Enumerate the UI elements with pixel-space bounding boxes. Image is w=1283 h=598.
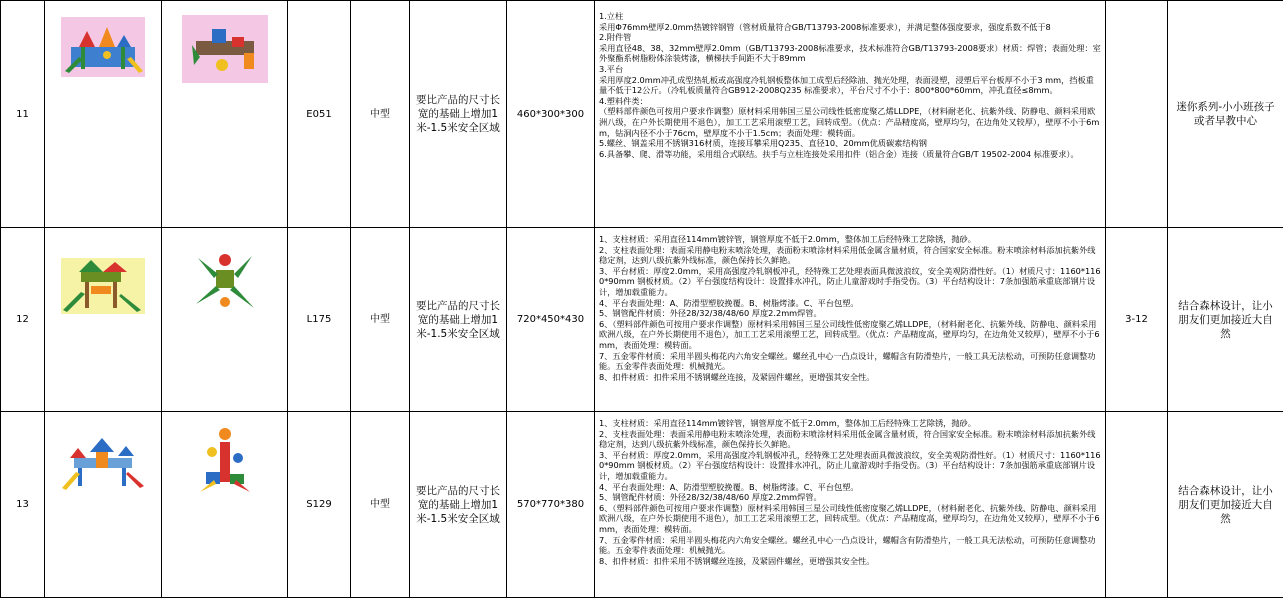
product-code[interactable]: L175 (288, 228, 351, 412)
material-spec-line: 1、支柱材质：采用直径114mm镀锌管，钢管厚度不低于2.0mm，整体加工后经特殊工艺除锈，抛砂。 (599, 418, 1101, 429)
product-photo-s129-assembled (60, 434, 146, 490)
material-spec-line: 采用Φ76mm壁厚2.0mm热镀锌钢管（管材质量符合GB/T13793-2008标准要求），并满足整体强度要求，强度系数不低于8 (599, 22, 1101, 33)
age-range[interactable]: 3-12 (1106, 228, 1168, 412)
size-class[interactable]: 中型 (351, 1, 410, 228)
product-photo-cell[interactable] (45, 412, 162, 598)
material-spec-line: （塑料部件颜色可按用户要求作调整）原材料采用韩国三星公司线性低密度聚乙烯LLDPE，（材料耐老化、抗紫外线、防静电、颜料采用欧洲八级，在户外长期使用不退色），加工工艺采用滚塑工艺，回转成型。（优点：产品精度高，壁厚均匀，在边角处又较厚），壁厚不小于6mm，钻洞内径不小于76cm，壁厚度不小于1.5cm；表面处理：模转面。 (599, 106, 1101, 138)
row-number[interactable]: 11 (1, 1, 45, 228)
material-spec-line: 7、五金零件材质：采用半圆头梅花内六角安全螺丝。螺丝孔中心一凸点设计，螺帽含有防滑垫片，一般工具无法松动，可预防任意调整功能。五金零件表面处理：机械抛光。 (599, 535, 1101, 556)
material-spec-line: 5、钢管配件材质：外径28/32/38/48/60 厚度2.2mm焊管。 (599, 308, 1101, 319)
material-spec-line: 3、平台材质：厚度2.0mm，采用高强度冷轧钢板冲孔，经特殊工艺处理表面具微波浪纹，安全美观防滑性好。（1）材质尺寸：1160*1160*90mm 钢板材质。（2）平台强度结构设计：设置排水冲孔，防止儿童游戏时手指受伤。（3）平台结构设计：7条加强筋承重底部钢片设计，增加载重能力。 (599, 450, 1101, 482)
age-range[interactable] (1106, 412, 1168, 598)
product-photo-cell[interactable] (45, 228, 162, 412)
material-spec-line: 2、支柱表面处理：表面采用静电粉末喷涂处理，表面粉末喷涂材料采用低金属含量材质，符合国家安全标准。粉末喷涂材料添加抗紫外线稳定剂，达到八级抗紫外线标准，颜色保持长久鲜艳。 (599, 429, 1101, 450)
material-spec-line: 7、五金零件材质：采用半圆头梅花内六角安全螺丝。螺丝孔中心一凸点设计，螺帽含有防滑垫片，一般工具无法松动，可预防任意调整功能。五金零件表面处理：机械抛光。 (599, 351, 1101, 372)
product-photo-cell[interactable] (162, 412, 288, 598)
material-spec[interactable] (595, 412, 1106, 598)
product-dimensions[interactable]: 720*450*430 (507, 228, 595, 412)
material-spec[interactable] (595, 1, 1106, 228)
product-dimensions[interactable]: 570*770*380 (507, 412, 595, 598)
product-dimensions[interactable]: 460*300*300 (507, 1, 595, 228)
product-photo-cell[interactable] (45, 1, 162, 228)
product-photo-s129-topview (190, 422, 260, 498)
product-photo-e051-assembled (61, 17, 145, 77)
size-class[interactable]: 中型 (351, 412, 410, 598)
material-spec-line: 4、平台表面处理：A、防滑型塑胶挽覆。B、树脂烤漆。C、平台包塑。 (599, 482, 1101, 493)
row-number[interactable]: 13 (1, 412, 45, 598)
design-note[interactable]: 结合森林设计，让小朋友们更加接近大自然 (1168, 412, 1283, 598)
material-spec[interactable] (595, 228, 1106, 412)
material-spec-line: 5、钢管配件材质：外径28/32/38/48/60 厚度2.2mm焊管。 (599, 492, 1101, 503)
design-note[interactable]: 迷你系列-小小班孩子或者早教中心 (1168, 1, 1283, 228)
material-spec-line: 8、扣件材质：扣件采用不锈钢螺丝连接，及紧固件螺丝，更增强其安全性。 (599, 372, 1101, 383)
size-class[interactable]: 中型 (351, 228, 410, 412)
row-number[interactable]: 12 (1, 228, 45, 412)
material-spec-line: 6、（塑料部件颜色可按用户要求作调整）原材料采用韩国三星公司线性低密度聚乙烯LLDPE，（材料耐老化、抗紫外线、防静电、颜料采用欧洲八级，在户外长期使用不退色），加工工艺采用滚塑工艺，回转成型。（优点：产品精度高，壁厚均匀，在边角处又较厚），壁厚不小于6mm，表面处理：模转面。 (599, 319, 1101, 351)
product-photo-cell[interactable] (162, 1, 288, 228)
material-spec-line: 4、平台表面处理：A、防滑型塑胶挽覆。B、树脂烤漆。C、平台包塑。 (599, 298, 1101, 309)
product-code[interactable]: E051 (288, 1, 351, 228)
material-spec-line: 3.平台 (599, 64, 1101, 75)
product-photo-l175-topview (190, 248, 260, 316)
safety-zone-requirement[interactable]: 要比产品的尺寸长宽的基础上增加1米-1.5米安全区域 (410, 412, 507, 598)
safety-zone-requirement[interactable]: 要比产品的尺寸长宽的基础上增加1米-1.5米安全区域 (410, 228, 507, 412)
material-spec-line: 6、（塑料部件颜色可按用户要求作调整）原材料采用韩国三星公司线性低密度聚乙烯LLDPE，（材料耐老化、抗紫外线、防静电、颜料采用欧洲八级，在户外长期使用不退色），加工工艺采用滚塑工艺，回转成型。（优点：产品精度高，壁厚均匀，在边角处又较厚），壁厚不小于6mm，表面处理：模转面。 (599, 503, 1101, 535)
material-spec-line: 采用直径48、38、32mm壁厚2.0mm（GB/T13793-2008标准要求，技术标准符合GB/T13793-2008要求）材质：焊管；表面处理：室外聚酯系树脂粉体涂装烤漆，横梯扶手间距不大于89mm (599, 43, 1101, 64)
material-spec-line: 2.附件管 (599, 32, 1101, 43)
table-row (1, 1, 1283, 228)
design-note[interactable]: 结合森林设计，让小朋友们更加接近大自然 (1168, 228, 1283, 412)
product-photo-e051-topview (182, 15, 268, 83)
table-row (1, 228, 1283, 412)
material-spec-line: 2、支柱表面处理：表面采用静电粉末喷涂处理，表面粉末喷涂材料采用低金属含量材质，符合国家安全标准。粉末喷涂材料添加抗紫外线稳定剂，达到八级抗紫外线标准，颜色保持长久鲜艳。 (599, 245, 1101, 266)
table-row (1, 412, 1283, 598)
product-code[interactable]: S129 (288, 412, 351, 598)
material-spec-line: 6.具备攀、爬、滑等功能，采用组合式联结。扶手与立柱连接处采用扣件（铝合金）连接（质量符合GB/T 19502-2004 标准要求）。 (599, 149, 1101, 160)
age-range[interactable] (1106, 1, 1168, 228)
material-spec-line: 1.立柱 (599, 11, 1101, 22)
material-spec-line: 4.塑料件类： (599, 96, 1101, 107)
material-spec-line: 3、平台材质：厚度2.0mm，采用高强度冷轧钢板冲孔，经特殊工艺处理表面具微波浪纹，安全美观防滑性好。（1）材质尺寸：1160*1160*90mm 钢板材质。（2）平台强度结构设计：设置排水冲孔，防止儿童游戏时手指受伤。（3）平台结构设计：7条加强筋承重底部钢片设计，增加载重能力。 (599, 266, 1101, 298)
product-photo-l175-assembled (61, 258, 145, 314)
product-photo-cell[interactable] (162, 228, 288, 412)
material-spec-line: 采用厚度2.0mm冲孔成型热轧板或高强度冷轧钢板整体加工成型后经除油、抛光处理，表面浸塑，浸塑后平台板厚不小于3 mm，挡板重量不低于12公斤。（冷轧板质量符合GB912-2008Q235 标准要求），平台尺寸不小于：800*800*60mm，冲孔直径≤8mm。 (599, 75, 1101, 96)
safety-zone-requirement[interactable]: 要比产品的尺寸长宽的基础上增加1米-1.5米安全区域 (410, 1, 507, 228)
material-spec-line: 8、扣件材质：扣件采用不锈钢螺丝连接，及紧固件螺丝，更增强其安全性。 (599, 556, 1101, 567)
material-spec-line: 5.螺丝、钢盖采用不锈钢316材质，连接耳攀采用Q235、直径10、20mm优质碳素结构钢 (599, 138, 1101, 149)
material-spec-line: 1、支柱材质：采用直径114mm镀锌管，钢管厚度不低于2.0mm，整体加工后经特殊工艺除锈，抛砂。 (599, 234, 1101, 245)
